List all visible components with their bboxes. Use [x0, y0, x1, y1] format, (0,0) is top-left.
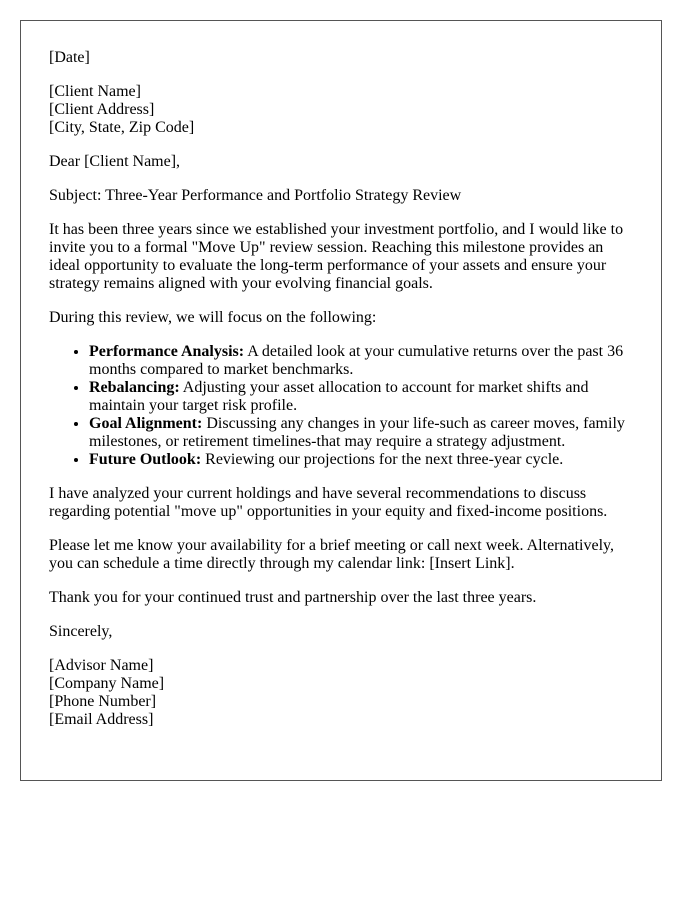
list-item — [89, 379, 632, 415]
intro-paragraph: It has been three years since we established your investment portfolio, and I would like to invite you to a formal "Move Up" review session. Reaching this milestone provides an ideal opportunity to evaluate the long-term performance of your assets and ensure your strategy remains aligned with your evolving financial goals. — [49, 221, 624, 292]
advisor-name: [Advisor Name] — [49, 657, 154, 674]
item-text: Reviewing our projections for the next three-year cycle. — [201, 451, 564, 468]
list-item — [89, 343, 632, 379]
list-item — [89, 451, 632, 469]
signature-block — [49, 657, 632, 729]
focus-list — [49, 343, 632, 469]
list-item — [89, 415, 632, 451]
company-name: [Company Name] — [49, 675, 165, 692]
item-text: Adjusting your asset allocation to account for market shifts and maintain your target risk profile. — [89, 379, 589, 414]
email-address: [Email Address] — [49, 711, 154, 728]
focus-intro: During this review, we will focus on the following: — [49, 309, 377, 326]
client-address: [Client Address] — [49, 101, 155, 118]
letter — [20, 20, 662, 781]
thanks-paragraph: Thank you for your continued trust and partnership over the last three years. — [49, 589, 537, 606]
salutation: Dear [Client Name], — [49, 153, 181, 170]
item-title: Rebalancing: — [89, 379, 180, 396]
client-city: [City, State, Zip Code] — [49, 119, 195, 136]
analysis-paragraph: I have analyzed your current holdings and have several recommendations to discuss regarding potential "move up" opportunities in your equity and fixed-income positions. — [49, 485, 608, 520]
item-title: Future Outlook: — [89, 451, 202, 468]
item-text: Discussing any changes in your life-such as career moves, family milestones, or retirement timelines-that may require a strategy adjustment. — [89, 415, 625, 450]
availability-paragraph: Please let me know your availability for a brief meeting or call next week. Alternatively, you can schedule a time directly through my calendar link: [Insert Link]. — [49, 537, 614, 572]
closing: Sincerely, — [49, 623, 113, 640]
item-title: Goal Alignment: — [89, 415, 203, 432]
item-title: Performance Analysis: — [89, 343, 245, 360]
subject-line: Subject: Three-Year Performance and Portfolio Strategy Review — [49, 187, 462, 204]
item-text: A detailed look at your cumulative returns over the past 36 months compared to market benchmarks. — [89, 343, 624, 378]
phone-number: [Phone Number] — [49, 693, 157, 710]
client-name: [Client Name] — [49, 83, 141, 100]
date: [Date] — [49, 49, 90, 66]
recipient-address — [49, 83, 632, 137]
